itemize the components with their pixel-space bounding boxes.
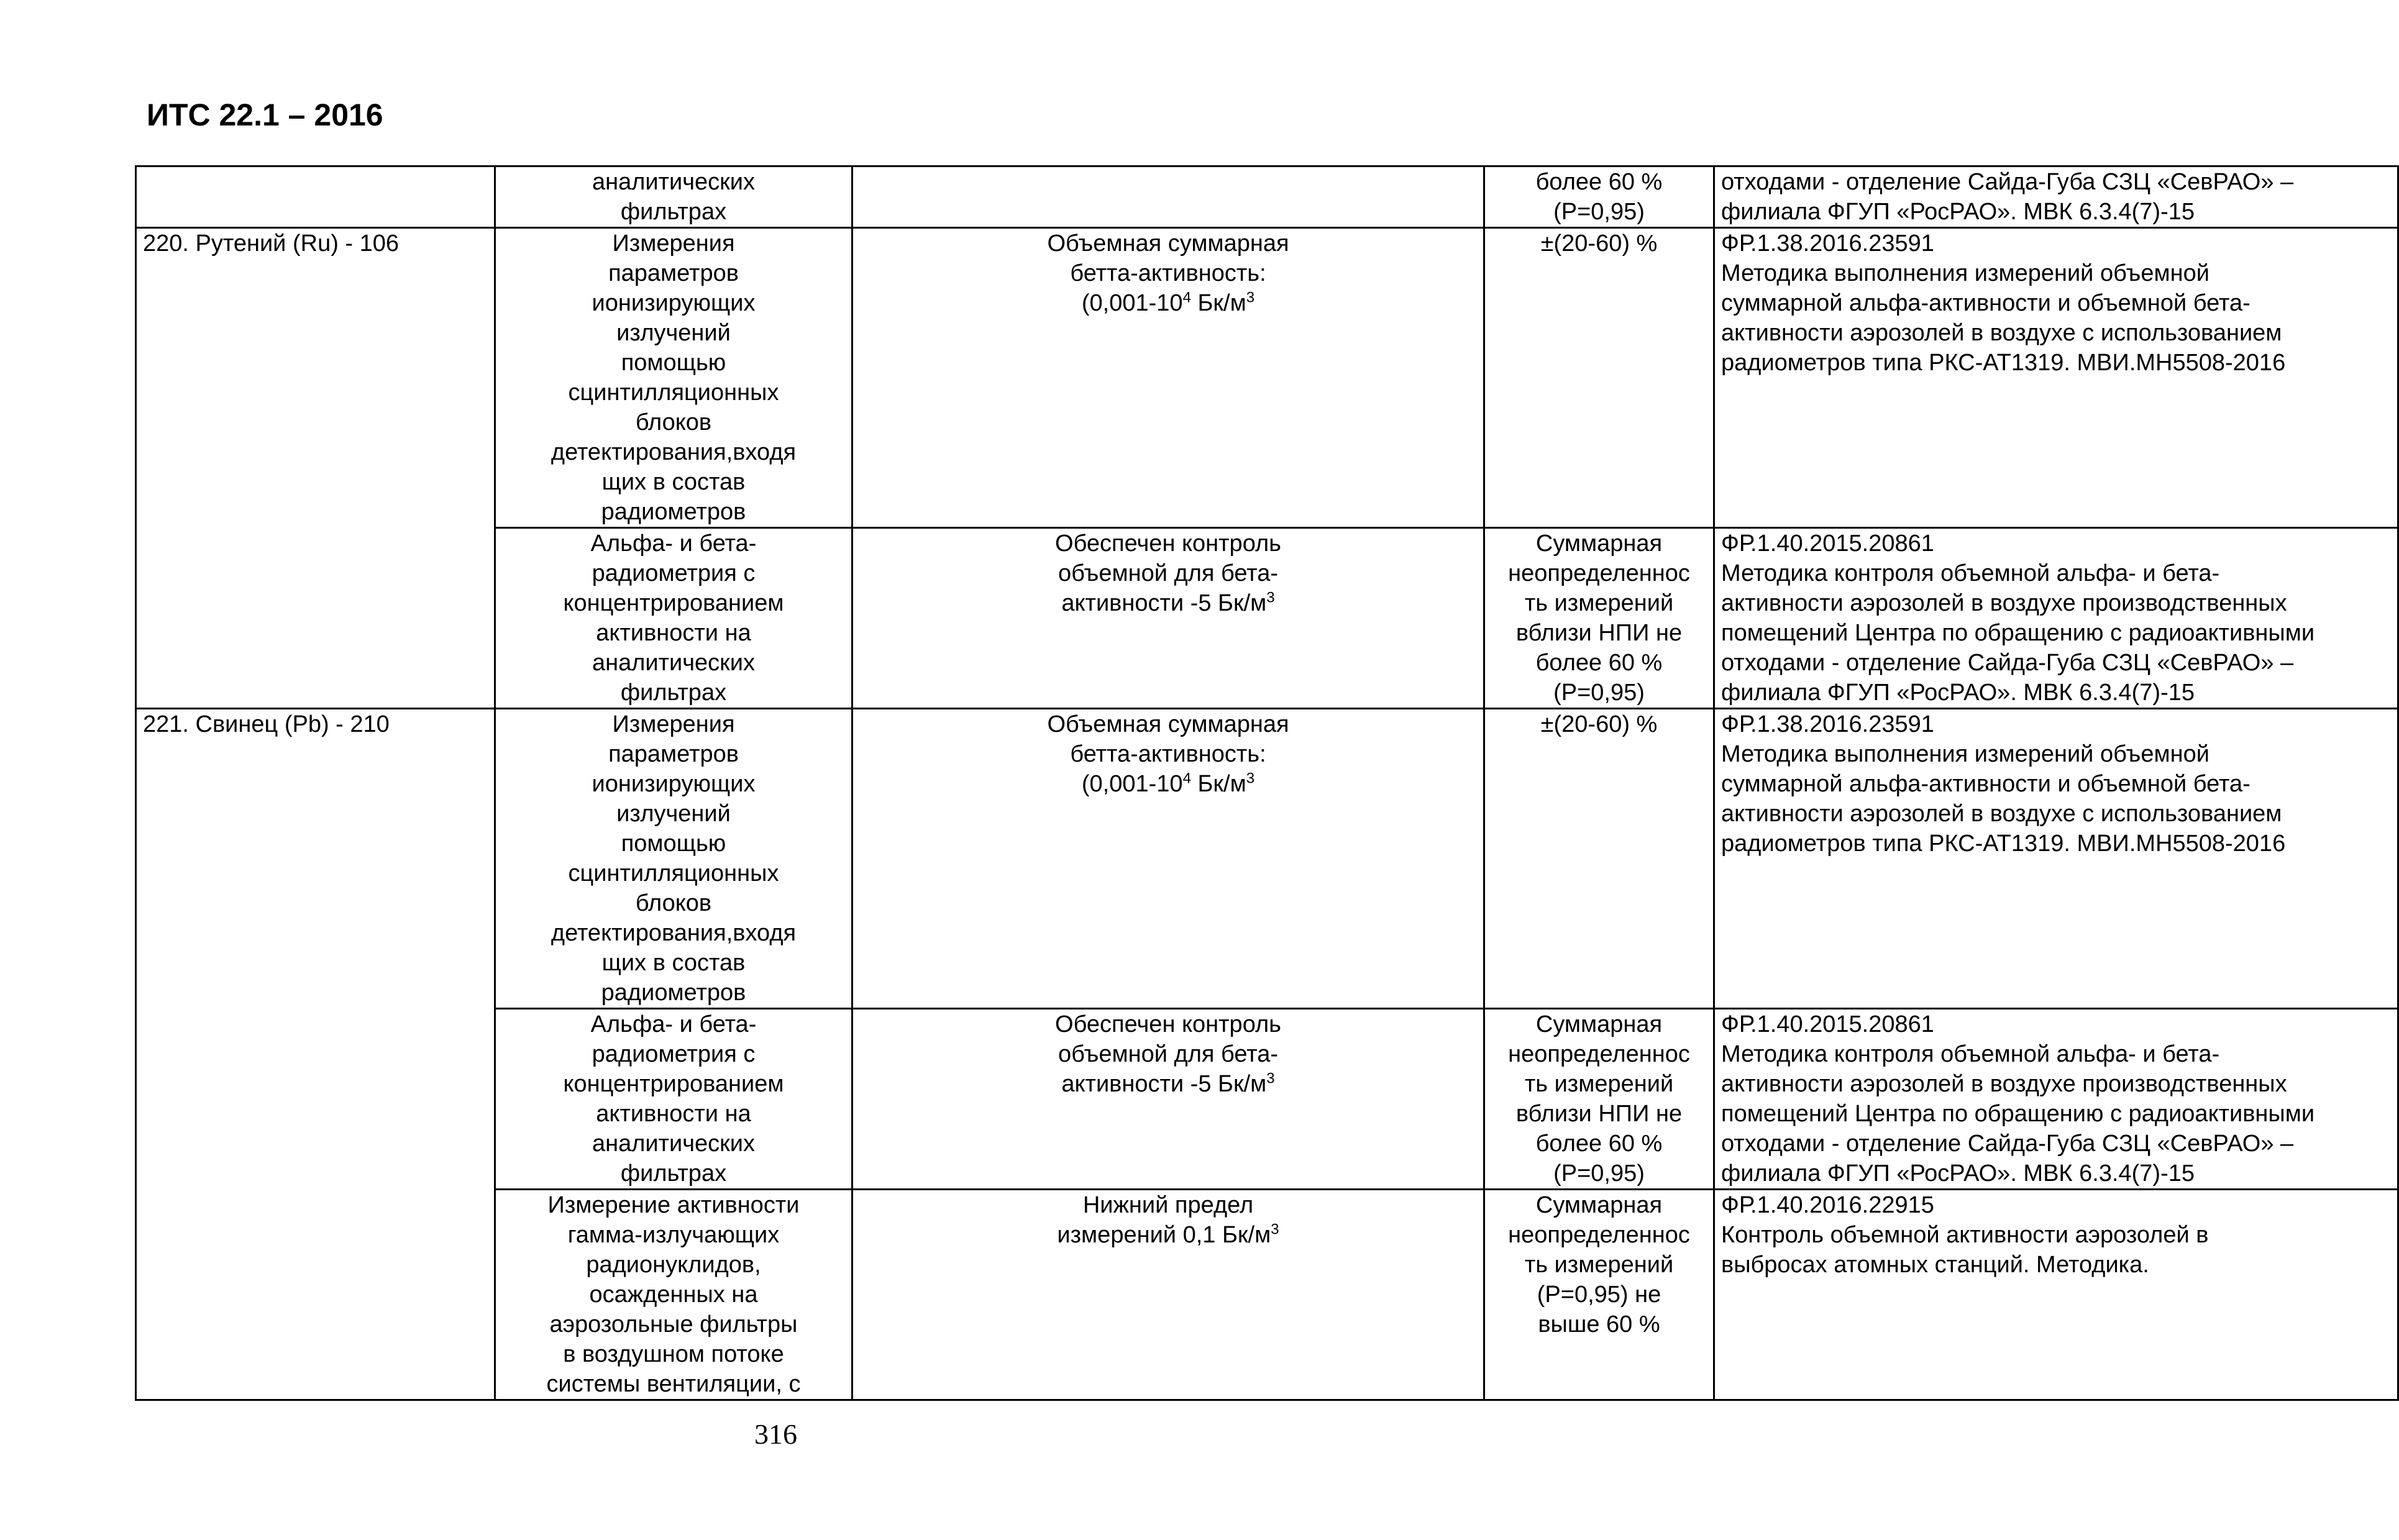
document-cell: ФР.1.40.2016.22915 Контроль объемной активности аэрозолей в выбросах атомных станций. Методика.: [1714, 1190, 2398, 1400]
range-text: Обеспечен контроль объемной для бета- активности -5 Бк/м: [1055, 1011, 1281, 1097]
range-unit-exponent: 3: [1246, 770, 1255, 787]
range-cell: [852, 1009, 1484, 1190]
range-cell: [852, 1190, 1484, 1400]
document-cell: ФР.1.40.2015.20861 Методика контроля объемной альфа- и бета- активности аэрозолей в воздухе производственных помещений Центра по обращению с радиоактивными отходами - отделение Сайда-Губа СЗЦ «СевРАО» – филиала ФГУП «РосРАО». МВК 6.3.4(7)-15: [1714, 528, 2398, 709]
range-exponent: 4: [1182, 770, 1191, 787]
range-text: Обеспечен контроль объемной для бета- активности -5 Бк/м: [1055, 531, 1281, 616]
range-unit-exponent: 3: [1271, 1221, 1279, 1238]
uncertainty-cell: ±(20-60) %: [1484, 228, 1714, 528]
substance-cell: [136, 166, 495, 228]
document-cell: отходами - отделение Сайда-Губа СЗЦ «СевРАО» – филиала ФГУП «РосРАО». МВК 6.3.4(7)-15: [1714, 166, 2398, 228]
range-text: Нижний предел измерений 0,1 Бк/м: [1057, 1192, 1271, 1248]
range-cell: [852, 709, 1484, 1009]
table-row: [136, 709, 2398, 1009]
range-cell: [852, 228, 1484, 528]
range-unit-exponent: 3: [1246, 289, 1255, 306]
range-unit: Бк/м: [1190, 771, 1246, 797]
document-cell: ФР.1.38.2016.23591 Методика выполнения измерений объемной суммарной альфа-активности и объемной бета- активности аэрозолей в воздухе с использованием радиометров типа РКС-АТ1319. МВИ.МН5508-2016: [1714, 709, 2398, 1009]
method-cell: Измерения параметров ионизирующих излучений помощью сцинтилляционных блоков детектирования,входя щих в состав радиометров: [495, 709, 852, 1009]
substance-cell: [136, 1009, 495, 1190]
table-row: [136, 166, 2398, 228]
method-cell: Альфа- и бета- радиометрия с концентрированием активности на аналитических фильтрах: [495, 1009, 852, 1190]
uncertainty-cell: более 60 % (Р=0,95): [1484, 166, 1714, 228]
range-text-pre: (0,001-10: [1081, 290, 1183, 316]
substance-cell: [136, 1190, 495, 1400]
table-row: [136, 1190, 2398, 1400]
uncertainty-cell: Суммарная неопределеннос ть измерений вблизи НПИ не более 60 % (Р=0,95): [1484, 528, 1714, 709]
uncertainty-cell: Суммарная неопределеннос ть измерений (Р=0,95) не выше 60 %: [1484, 1190, 1714, 1400]
range-cell: [852, 166, 1484, 228]
range-unit-exponent: 3: [1266, 1070, 1275, 1087]
range-text: Объемная суммарная бетта-активность:: [1047, 711, 1289, 767]
uncertainty-cell: Суммарная неопределеннос ть измерений вблизи НПИ не более 60 % (Р=0,95): [1484, 1009, 1714, 1190]
method-cell: Альфа- и бета- радиометрия с концентрированием активности на аналитических фильтрах: [495, 528, 852, 709]
document-header: ИТС 22.1 – 2016: [147, 98, 383, 132]
range-exponent: 4: [1182, 289, 1191, 306]
substance-cell: [136, 528, 495, 709]
page-number: 316: [754, 1418, 797, 1450]
method-cell: Измерения параметров ионизирующих излучений помощью сцинтилляционных блоков детектирования,входя щих в состав радиометров: [495, 228, 852, 528]
document-cell: ФР.1.38.2016.23591 Методика выполнения измерений объемной суммарной альфа-активности и объемной бета- активности аэрозолей в воздухе с использованием радиометров типа РКС-АТ1319. МВИ.МН5508-2016: [1714, 228, 2398, 528]
range-text-pre: (0,001-10: [1081, 771, 1183, 797]
table-row: [136, 228, 2398, 528]
method-cell: аналитических фильтрах: [495, 166, 852, 228]
range-text: Объемная суммарная бетта-активность:: [1047, 230, 1289, 286]
range-unit-exponent: 3: [1266, 589, 1275, 606]
range-unit: Бк/м: [1190, 290, 1246, 316]
table-row: [136, 1009, 2398, 1190]
table-row: [136, 528, 2398, 709]
uncertainty-cell: ±(20-60) %: [1484, 709, 1714, 1009]
range-cell: [852, 528, 1484, 709]
methods-table: [135, 165, 2399, 1401]
document-cell: ФР.1.40.2015.20861 Методика контроля объемной альфа- и бета- активности аэрозолей в воздухе производственных помещений Центра по обращению с радиоактивными отходами - отделение Сайда-Губа СЗЦ «СевРАО» – филиала ФГУП «РосРАО». МВК 6.3.4(7)-15: [1714, 1009, 2398, 1190]
substance-cell: 221. Свинец (Pb) - 210: [136, 709, 495, 1009]
substance-cell: 220. Рутений (Ru) - 106: [136, 228, 495, 528]
method-cell: Измерение активности гамма-излучающих радионуклидов, осажденных на аэрозольные фильтры в воздушном потоке системы вентиляции, с: [495, 1190, 852, 1400]
